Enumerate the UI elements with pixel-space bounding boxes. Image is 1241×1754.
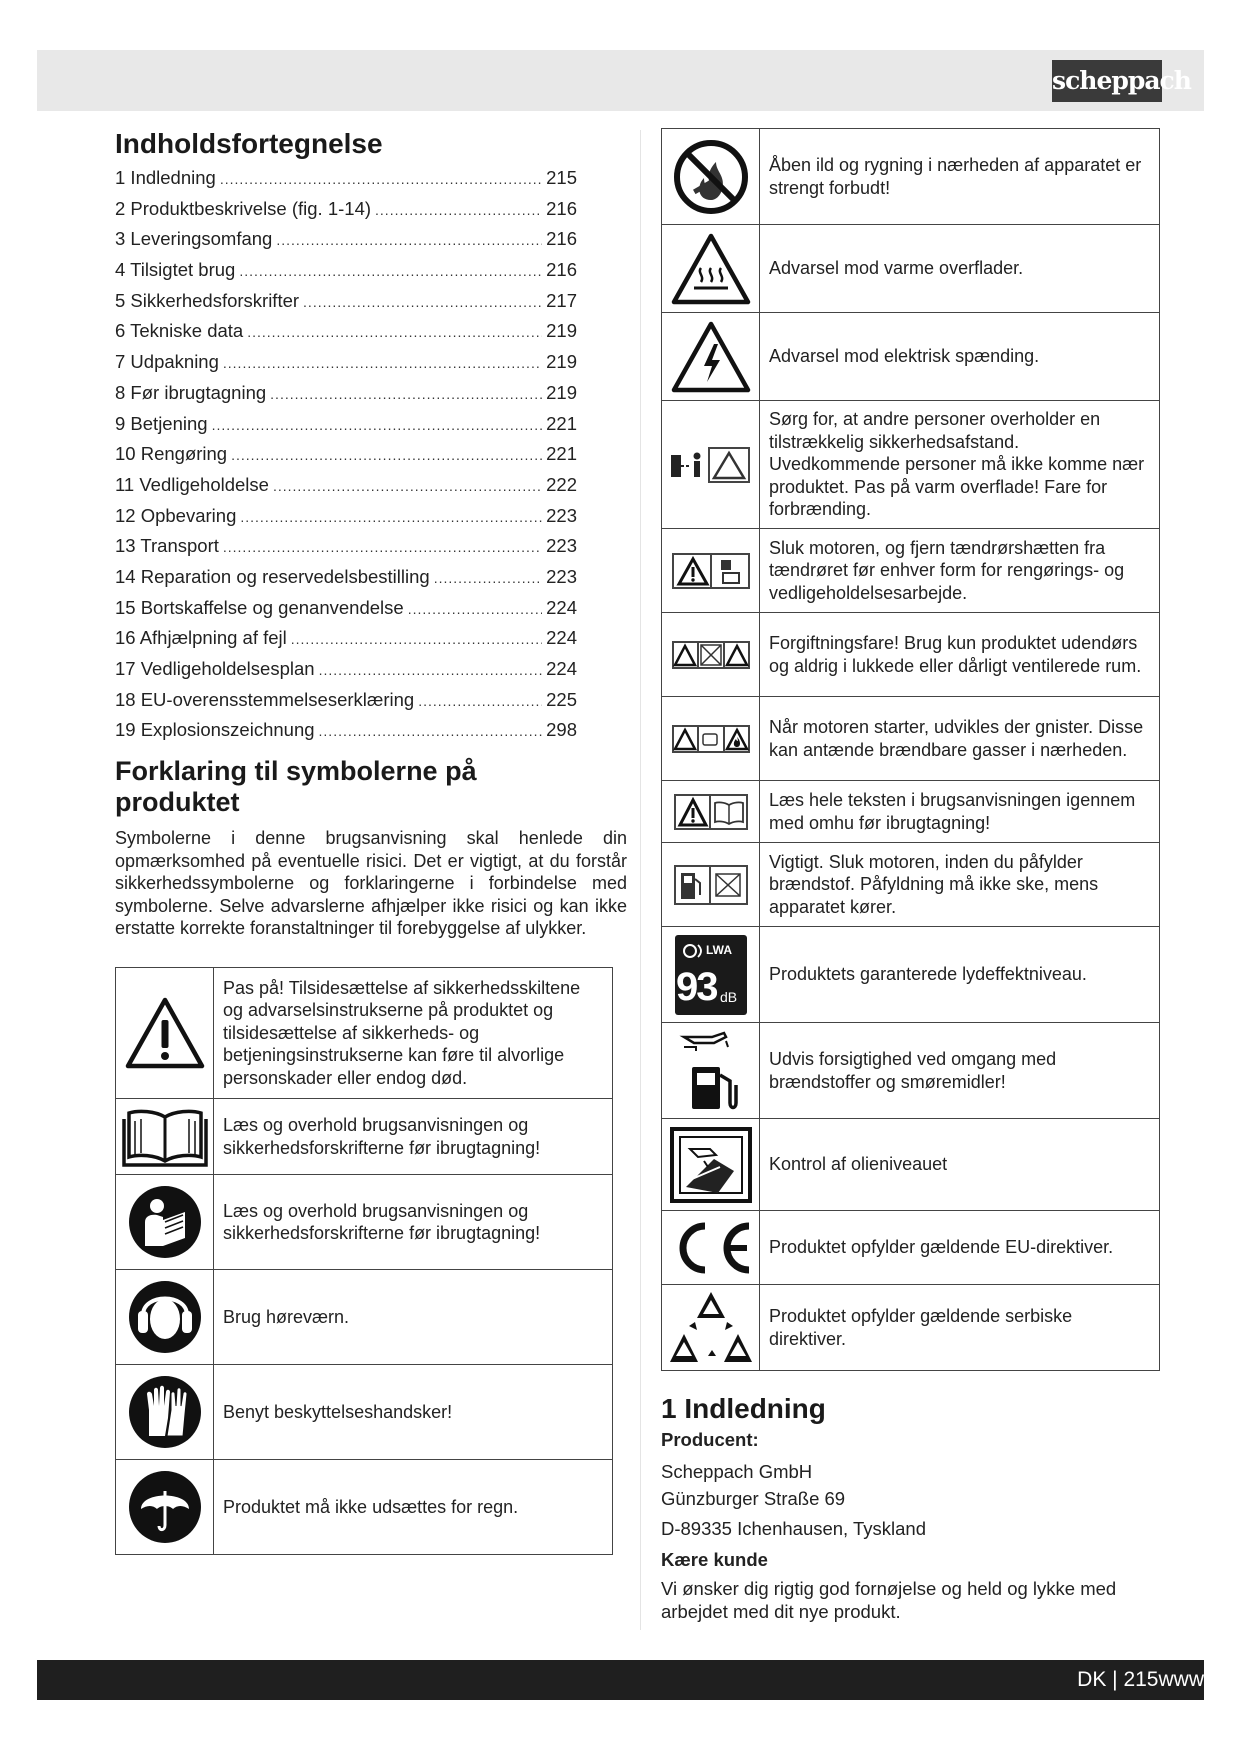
symbol-row bbox=[662, 697, 1160, 781]
toc-entry[interactable] bbox=[115, 474, 577, 505]
symbol-description: Produktet opfylder gældende EU-direktiver. bbox=[760, 1211, 1160, 1285]
toc-leader-dots bbox=[319, 662, 543, 678]
symbol-description: Brug høreværn. bbox=[214, 1270, 613, 1365]
section-1-title: 1 Indledning bbox=[661, 1393, 826, 1424]
toc-leader-dots bbox=[375, 202, 542, 218]
toc-entry[interactable] bbox=[115, 597, 577, 628]
toc-entry[interactable] bbox=[115, 413, 577, 444]
toc-title: Indholdsfortegnelse bbox=[115, 128, 383, 159]
toc-leader-dots bbox=[319, 723, 543, 739]
toc-entry[interactable] bbox=[115, 505, 577, 536]
read-text-icon bbox=[662, 781, 760, 843]
table-of-contents bbox=[115, 167, 577, 750]
symbol-row bbox=[116, 1460, 613, 1555]
toc-entry-page: 219 bbox=[546, 381, 577, 403]
column-divider bbox=[640, 130, 641, 1630]
toc-entry-page: 222 bbox=[546, 473, 577, 495]
symbol-description: Benyt beskyttelseshandsker! bbox=[214, 1365, 613, 1460]
toc-entry-page: 216 bbox=[546, 259, 577, 281]
toc-entry-label: 10 Rengøring bbox=[115, 443, 228, 465]
oil-level-icon bbox=[662, 1119, 760, 1211]
toc-leader-dots bbox=[220, 171, 542, 187]
toc-entry-label: 11 Vedligeholdelse bbox=[115, 473, 269, 495]
toc-leader-dots bbox=[291, 631, 542, 647]
sound-label: LWA bbox=[706, 942, 732, 957]
ce-mark-icon bbox=[662, 1211, 760, 1285]
toc-entry-label: 3 Leveringsomfang bbox=[115, 228, 273, 250]
toc-leader-dots bbox=[434, 570, 542, 586]
toc-entry-page: 298 bbox=[546, 719, 577, 741]
sound-level-value: 93 bbox=[676, 964, 717, 1009]
toc-leader-dots bbox=[239, 263, 542, 279]
toc-entry[interactable] bbox=[115, 290, 577, 321]
toc-entry-page: 221 bbox=[546, 412, 577, 434]
toc-entry-page: 215 bbox=[546, 167, 577, 188]
toc-entry-label: 1 Indledning bbox=[115, 167, 216, 188]
toc-entry-label: 16 Afhjælpning af fejl bbox=[115, 627, 287, 649]
symbol-description: Læs og overhold brugsanvisningen og sikkerhedsforskrifterne før ibrugtagning! bbox=[214, 1099, 613, 1175]
page-number: DK | 215www bbox=[1077, 1668, 1204, 1691]
page-footer bbox=[37, 1660, 1204, 1700]
symbol-row bbox=[662, 529, 1160, 613]
electric-voltage-icon bbox=[662, 313, 760, 401]
symbol-description: Pas på! Tilsidesættelse af sikkerhedsskiltene og advarselsinstrukserne på produktet og tilsidesættelse af sikkerheds- og betjeningsinstrukserne kan føre til alvorlige personskader eller endog død. bbox=[214, 968, 613, 1099]
toc-entry-label: 5 Sikkerhedsforskrifter bbox=[115, 289, 300, 311]
sound-unit: dB bbox=[720, 988, 738, 1005]
poison-gas-icon bbox=[662, 613, 760, 697]
symbol-row bbox=[662, 1211, 1160, 1285]
toc-entry[interactable] bbox=[115, 443, 577, 474]
toc-leader-dots bbox=[223, 539, 542, 555]
toc-entry[interactable] bbox=[115, 198, 577, 229]
toc-entry-label: 4 Tilsigtet brug bbox=[115, 259, 236, 281]
sound-power-icon bbox=[662, 927, 760, 1023]
toc-entry-label: 14 Reparation og reservedelsbestilling bbox=[115, 565, 430, 587]
toc-leader-dots bbox=[270, 386, 542, 402]
symbol-description: Åben ild og rygning i nærheden af apparatet er strengt forbudt! bbox=[760, 129, 1160, 225]
spark-fire-icon bbox=[662, 697, 760, 781]
no-fire-icon bbox=[662, 129, 760, 225]
toc-leader-dots bbox=[276, 232, 542, 248]
serbian-mark-icon bbox=[662, 1285, 760, 1371]
hot-surface-icon bbox=[662, 225, 760, 313]
gloves-icon bbox=[116, 1365, 214, 1460]
symbol-description: Sluk motoren, og fjern tændrørshætten fra tændrøret før enhver form for rengørings- og vedligeholdelsesarbejde. bbox=[760, 529, 1160, 613]
toc-entry-label: 15 Bortskaffelse og genanvendelse bbox=[115, 596, 404, 618]
toc-leader-dots bbox=[223, 355, 542, 371]
toc-entry-page: 223 bbox=[546, 565, 577, 587]
umbrella-icon bbox=[116, 1460, 214, 1555]
toc-entry[interactable] bbox=[115, 689, 577, 720]
spark-plug-icon bbox=[662, 529, 760, 613]
symbol-row bbox=[662, 225, 1160, 313]
symbol-description: Vigtigt. Sluk motoren, inden du påfylder brændstof. Påfyldning må ikke ske, mens apparatet kører. bbox=[760, 843, 1160, 927]
toc-entry[interactable] bbox=[115, 627, 577, 658]
symbols-table-right bbox=[661, 128, 1160, 1371]
toc-entry[interactable] bbox=[115, 320, 577, 351]
symbol-description: Kontrol af olieniveauet bbox=[760, 1119, 1160, 1211]
symbols-table-left bbox=[115, 967, 613, 1555]
symbol-description: Forgiftningsfare! Brug kun produktet udendørs og aldrig i lukkede eller dårligt ventilerede rum. bbox=[760, 613, 1160, 697]
producer-company: Scheppach GmbH bbox=[661, 1461, 813, 1482]
scheppach-logo: scheppach bbox=[1052, 60, 1162, 102]
symbols-title: Forklaring til symbolerne på produktet bbox=[115, 756, 477, 817]
toc-entry-page: 225 bbox=[546, 688, 577, 710]
symbol-row bbox=[662, 1285, 1160, 1371]
toc-leader-dots bbox=[303, 294, 542, 310]
toc-entry[interactable] bbox=[115, 259, 577, 290]
toc-entry-page: 219 bbox=[546, 320, 577, 342]
toc-entry[interactable] bbox=[115, 167, 577, 198]
toc-leader-dots bbox=[212, 417, 543, 433]
producer-city: D-89335 Ichenhausen, Tyskland bbox=[661, 1518, 927, 1539]
toc-leader-dots bbox=[231, 447, 542, 463]
symbols-intro: Symbolerne i denne brugsanvisning skal henlede din opmærksomhed på eventuelle risici. Det er vigtigt, at du forstår sikkerhedssymbolerne og forklaringerne i forbindelse med symbolerne. Selve advarslerne afhjælper ikke risici og kan ikke erstatte korrekte foranstaltninger til forebyggelse af ulykker. bbox=[115, 828, 627, 938]
producer-street: Günzburger Straße 69 bbox=[661, 1488, 846, 1509]
symbol-row bbox=[662, 927, 1160, 1023]
toc-entry[interactable] bbox=[115, 566, 577, 597]
page-header bbox=[37, 50, 1204, 111]
toc-leader-dots bbox=[273, 478, 542, 494]
toc-entry-label: 13 Transport bbox=[115, 535, 219, 557]
toc-entry-label: 9 Betjening bbox=[115, 412, 208, 434]
toc-entry-page: 224 bbox=[546, 627, 577, 649]
ear-protection-icon bbox=[116, 1270, 214, 1365]
toc-entry-label: 7 Udpakning bbox=[115, 351, 219, 373]
sound-level-overlay bbox=[662, 933, 759, 1017]
symbol-row bbox=[116, 1365, 613, 1460]
symbol-description: Læs og overhold brugsanvisningen og sikkerhedsforskrifterne før ibrugtagning! bbox=[214, 1175, 613, 1270]
toc-entry-label: 19 Explosionszeichnung bbox=[115, 719, 315, 741]
symbol-row bbox=[662, 843, 1160, 927]
symbol-description: Produktet opfylder gældende serbiske direktiver. bbox=[760, 1285, 1160, 1371]
toc-entry-label: 12 Opbevaring bbox=[115, 504, 237, 526]
toc-entry-page: 224 bbox=[546, 658, 577, 679]
symbol-row bbox=[662, 129, 1160, 225]
safety-distance-icon bbox=[662, 401, 760, 529]
symbol-row bbox=[116, 968, 613, 1099]
intro-paragraph: Vi ønsker dig rigtig god fornøjelse og held og lykke med arbejdet med dit nye produkt. bbox=[661, 1578, 1117, 1622]
toc-entry-page: 219 bbox=[546, 351, 577, 373]
toc-entry-page: 217 bbox=[546, 289, 577, 311]
symbol-description: Advarsel mod varme overflader. bbox=[760, 225, 1160, 313]
symbol-row bbox=[116, 1175, 613, 1270]
symbol-row bbox=[662, 1119, 1160, 1211]
toc-entry-page: 223 bbox=[546, 535, 577, 557]
symbol-description: Produktets garanterede lydeffektniveau. bbox=[760, 927, 1160, 1023]
symbol-description: Advarsel mod elektrisk spænding. bbox=[760, 313, 1160, 401]
symbol-row bbox=[662, 401, 1160, 529]
symbol-description: Når motoren starter, udvikles der gnister. Disse kan antænde brændbare gasser i nærheden. bbox=[760, 697, 1160, 781]
symbol-row bbox=[662, 781, 1160, 843]
symbol-description: Udvis forsigtighed ved omgang med brændstoffer og smøremidler! bbox=[760, 1023, 1160, 1119]
toc-entry-label: 6 Tekniske data bbox=[115, 320, 244, 342]
refuel-engine-off-icon bbox=[662, 843, 760, 927]
producer-label: Producent: bbox=[661, 1429, 759, 1450]
read-manual-icon bbox=[116, 1175, 214, 1270]
toc-entry-page: 223 bbox=[546, 504, 577, 526]
warning-triangle-icon bbox=[116, 968, 214, 1099]
toc-entry-label: 2 Produktbeskrivelse (fig. 1-14) bbox=[115, 197, 372, 219]
symbol-row bbox=[662, 313, 1160, 401]
toc-leader-dots bbox=[408, 601, 542, 617]
toc-entry[interactable] bbox=[115, 382, 577, 413]
toc-entry[interactable] bbox=[115, 535, 577, 566]
toc-entry-label: 17 Vedligeholdelsesplan bbox=[115, 658, 315, 679]
toc-entry[interactable] bbox=[115, 351, 577, 382]
toc-entry[interactable] bbox=[115, 658, 577, 689]
toc-entry-page: 221 bbox=[546, 443, 577, 465]
toc-entry-label: 8 Før ibrugtagning bbox=[115, 381, 267, 403]
symbol-description: Sørg for, at andre personer overholder en tilstrækkelig sikkerhedsafstand. Uvedkommende personer må ikke komme nær produktet. Pas på varm overflade! Fare for forbrænding. bbox=[760, 401, 1160, 529]
toc-entry-page: 224 bbox=[546, 596, 577, 618]
symbol-description: Produktet må ikke udsættes for regn. bbox=[214, 1460, 613, 1555]
open-book-icon bbox=[116, 1099, 214, 1175]
toc-entry-label: 18 EU-overensstemmelseserklæring bbox=[115, 688, 415, 710]
fuel-oil-icon bbox=[662, 1023, 760, 1119]
toc-leader-dots bbox=[418, 693, 542, 709]
symbol-row bbox=[116, 1099, 613, 1175]
symbol-row bbox=[662, 613, 1160, 697]
toc-entry[interactable] bbox=[115, 719, 577, 750]
toc-entry-page: 216 bbox=[546, 228, 577, 250]
symbol-row bbox=[116, 1270, 613, 1365]
symbol-description: Læs hele teksten i brugsanvisningen igennem med omhu før ibrugtagning! bbox=[760, 781, 1160, 843]
dear-customer-label: Kære kunde bbox=[661, 1549, 768, 1570]
symbol-row bbox=[662, 1023, 1160, 1119]
toc-entry-page: 216 bbox=[546, 197, 577, 219]
toc-leader-dots bbox=[240, 509, 542, 525]
toc-leader-dots bbox=[247, 324, 542, 340]
toc-entry[interactable] bbox=[115, 228, 577, 259]
